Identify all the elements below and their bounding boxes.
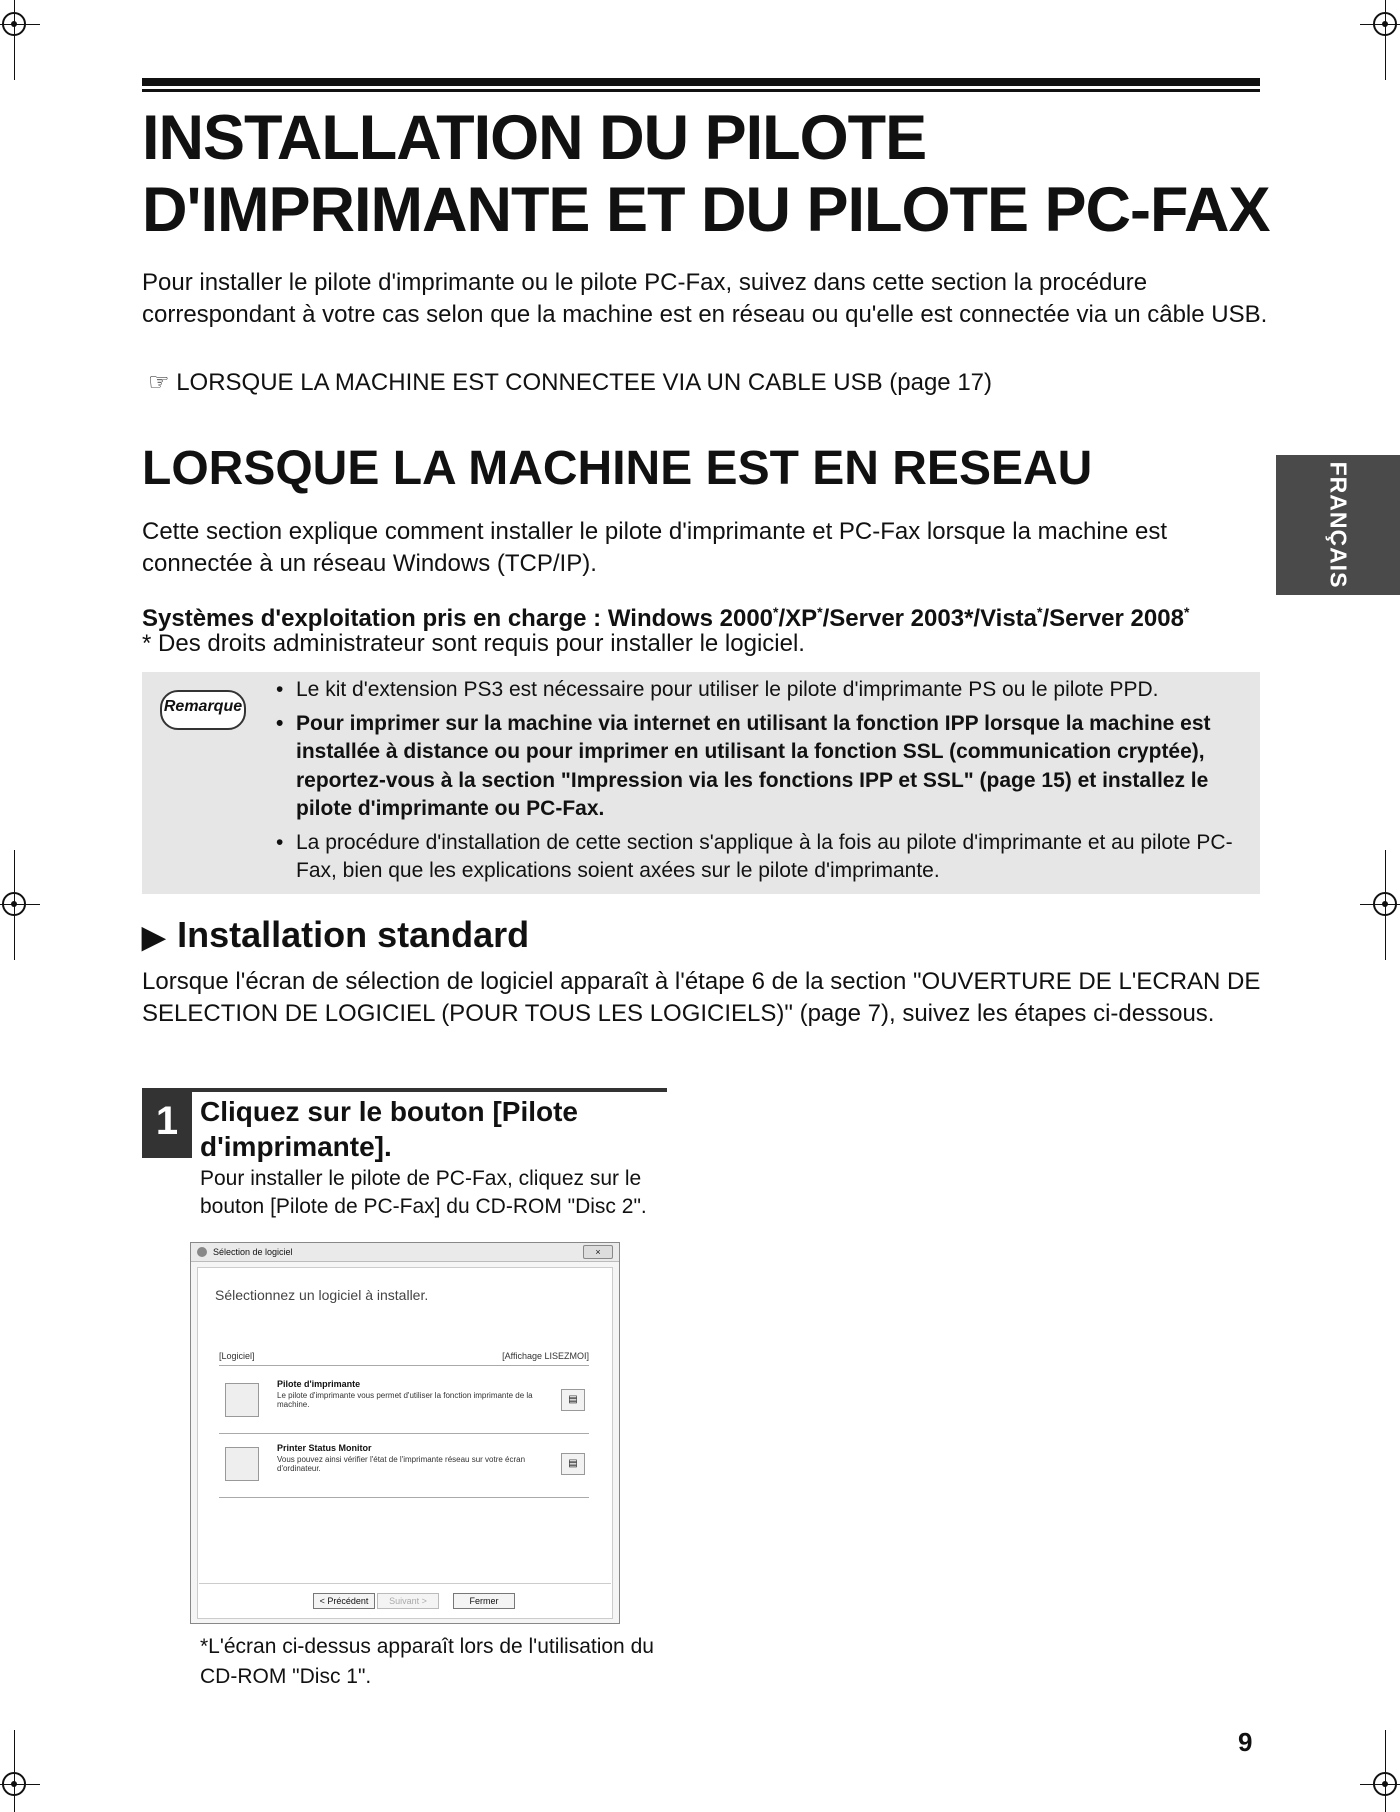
column-software: [Logiciel] <box>219 1351 255 1361</box>
step-number: 1 <box>142 1088 192 1158</box>
item-name: Printer Status Monitor <box>277 1443 372 1453</box>
cross-reference-text: LORSQUE LA MACHINE EST CONNECTEE VIA UN CABLE USB (page 17) <box>176 369 992 396</box>
note-badge <box>160 690 246 730</box>
os-part1: Systèmes d'exploitation pris en charge : Windows 2000 <box>142 605 774 632</box>
triangle-right-icon: ▶ <box>142 921 166 954</box>
note-badge-label: Remarque <box>163 698 243 715</box>
note-item: • Pour imprimer sur la machine via internet en utilisant la fonction IPP lorsque la machine est installée à distance ou pour imprimer en utilisant la fonction SSL (communication cryptée), reportez-vous à la section "Impression via les fonctions IPP et SSL" (page 15) et installez le pilote d'imprimante ou PC-Fax. <box>276 710 1246 824</box>
note-item: • Le kit d'extension PS3 est nécessaire pour utiliser le pilote d'imprimante PS ou le pilote PPD. <box>276 676 1246 705</box>
pointing-hand-icon: ☞ <box>148 369 170 396</box>
footer-divider <box>199 1583 611 1584</box>
subsection-paragraph: Lorsque l'écran de sélection de logiciel apparaît à l'étape 6 de la section "OUVERTURE DE L'ECRAN DE SELECTION DE LOGICIEL (POUR TOUS LES LOGICIELS)" (page 7), suivez les étapes ci-dessous. <box>142 968 1261 1027</box>
list-item-status-monitor[interactable] <box>219 1437 589 1493</box>
column-readme: [Affichage LISEZMOI] <box>502 1351 589 1361</box>
step-title: Cliquez sur le bouton [Pilote d'imprimante]. <box>200 1096 578 1162</box>
os-star-4: * <box>1183 604 1190 620</box>
monitor-icon[interactable] <box>225 1447 259 1481</box>
os-part3: /Server 2003*/Vista <box>822 605 1038 632</box>
screenshot-caption: *L'écran ci-dessus apparaît lors de l'utilisation du CD-ROM "Disc 1". <box>200 1635 654 1688</box>
step-rule <box>192 1088 667 1092</box>
item-description: Vous pouvez ainsi vérifier l'état de l'imprimante réseau sur votre écran d'ordinateur. <box>277 1455 526 1473</box>
note-list <box>276 676 1246 891</box>
page-number: 9 <box>1238 1727 1253 1757</box>
top-rule-thin <box>142 89 1260 92</box>
subsection-title <box>142 913 529 960</box>
divider <box>219 1497 589 1498</box>
step-description: Pour installer le pilote de PC-Fax, cliquez sur le bouton [Pilote de PC-Fax] du CD-ROM "Disc 2". <box>200 1167 647 1218</box>
readme-icon[interactable]: ▤ <box>561 1389 585 1411</box>
os-star-1: * <box>773 604 779 620</box>
previous-button[interactable]: < Précédent <box>313 1593 375 1609</box>
subsection-title-text: Installation standard <box>177 914 530 955</box>
dialog-titlebar <box>191 1243 619 1262</box>
software-selection-dialog <box>190 1242 620 1624</box>
os-part2: /XP <box>778 605 818 632</box>
top-rule-thick <box>142 78 1260 86</box>
os-star-2: * <box>817 604 823 620</box>
admin-rights-note: * Des droits administrateur sont requis pour installer le logiciel. <box>142 630 805 657</box>
page-title <box>142 102 1272 246</box>
item-description: Le pilote d'imprimante vous permet d'utiliser la fonction imprimante de la machine. <box>277 1391 533 1409</box>
list-item-printer-driver[interactable] <box>219 1373 589 1429</box>
page-title-line1: INSTALLATION DU PILOTE <box>142 103 927 173</box>
close-icon[interactable]: × <box>583 1245 613 1259</box>
cross-reference[interactable] <box>148 367 992 399</box>
section-paragraph: Cette section explique comment installer le pilote d'imprimante et PC-Fax lorsque la machine est connectée à un réseau Windows (TCP/IP). <box>142 518 1168 577</box>
page-title-line2: D'IMPRIMANTE ET DU PILOTE PC-FAX <box>142 175 1270 245</box>
intro-paragraph: Pour installer le pilote d'imprimante ou le pilote PC-Fax, suivez dans cette section la procédure correspondant à votre cas selon que la machine est en réseau ou qu'elle est connectée via un câble USB. <box>142 269 1268 328</box>
readme-icon[interactable]: ▤ <box>561 1453 585 1475</box>
dialog-title: Sélection de logiciel <box>213 1247 293 1257</box>
dialog-heading: Sélectionnez un logiciel à installer. <box>215 1287 429 1303</box>
section-title: LORSQUE LA MACHINE EST EN RESEAU <box>142 442 1093 495</box>
close-button[interactable]: Fermer <box>453 1593 515 1609</box>
printer-icon[interactable] <box>225 1383 259 1417</box>
language-tab-label: FRANÇAIS <box>1325 461 1352 589</box>
next-button[interactable]: Suivant > <box>377 1593 439 1609</box>
divider <box>219 1365 589 1366</box>
app-icon <box>197 1247 207 1257</box>
note-item: • La procédure d'installation de cette section s'applique à la fois au pilote d'imprimante et au pilote PC-Fax, bien que les explications soient axées sur le pilote d'imprimante. <box>276 829 1246 886</box>
os-star-3: * <box>1037 604 1043 620</box>
language-tab <box>1276 455 1400 595</box>
item-name: Pilote d'imprimante <box>277 1379 361 1389</box>
divider <box>219 1433 589 1434</box>
os-part4: /Server 2008 <box>1042 605 1184 632</box>
